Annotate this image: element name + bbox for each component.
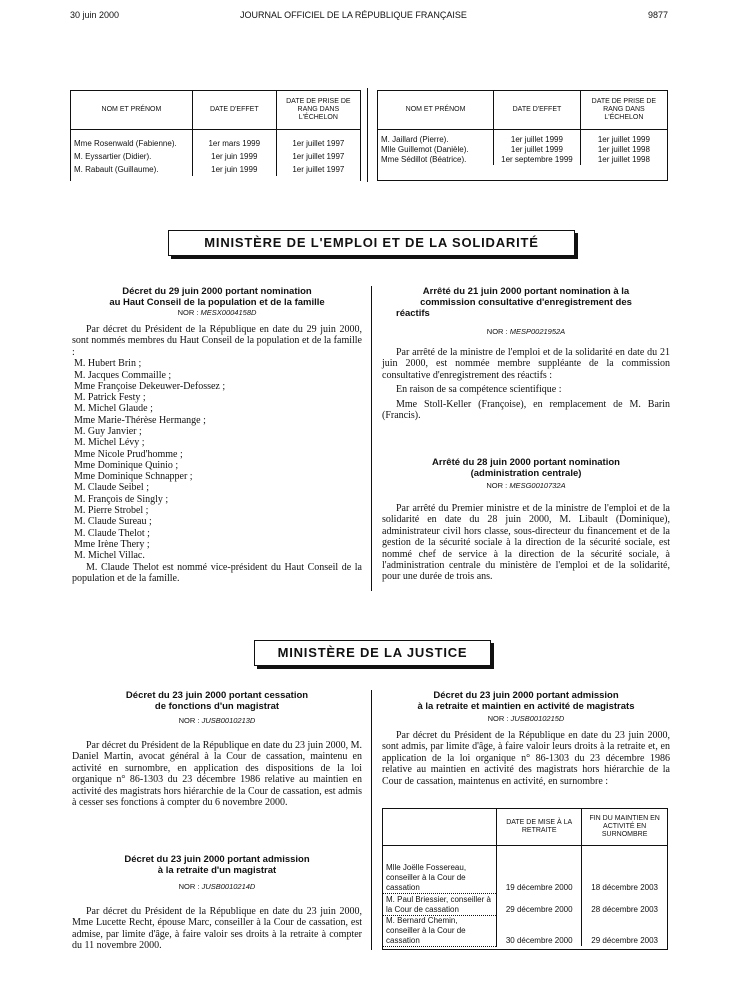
decree-title: de fonctions d'un magistrat [154,701,280,712]
list-item: Mme Françoise Dekeuwer-Defossez ; [74,380,226,392]
table-row: M. Rabault (Guillaume). 1er juin 1999 1er juillet 1997 [71,163,360,176]
paragraph: Par décret du Président de la République en date du 23 juin 2000, sont admis, par limite d'âge, à faire valoir leurs droits à la retraite et, en application de la loi organique n° 86-1303 du 23 décembre 1986 relative au maintien en activité des magistrats hors hiérarchie de la Cour de cassation, maintenus en activité, en surnombre : [382,730,670,787]
paragraph: Mme Stoll-Keller (Françoise), en remplacement de M. Barin (Francis). [382,398,670,422]
arrete-reactifs [382,286,670,421]
list-item: M. Michel Glaude ; [74,403,153,415]
col-header-effet: DATE D'EFFET [494,91,581,129]
list-item: Mme Dominique Quinio ; [74,459,179,471]
column-divider [371,690,372,950]
list-item: Mme Marie-Thérèse Hermange ; [74,414,206,426]
column-divider [371,286,372,591]
list-item: M. Hubert Brin ; [74,358,142,370]
paragraph: En raison de sa compétence scientifique : [396,384,562,396]
nor-reference: NOR : JUSB0010215D [487,714,565,723]
decree-intro: Par décret du Président de la République en date du 29 juin 2000, sont nommés membres du Haut Conseil de la population et de la famille : [72,324,362,358]
table-row: Mme Sédillot (Béatrice). 1er septembre 1999 1er juillet 1998 [378,155,667,165]
col-header-mise: DATE DE MISE À LA RETRAITE [497,809,582,845]
decree-title: à la retraite d'un magistrat [157,865,277,876]
top-table-right [377,90,668,181]
table-row: M. Jaillard (Pierre). 1er juillet 1999 1er juillet 1999 [378,135,667,145]
page-number: 9877 [648,10,669,20]
header-date: 30 juin 2000 [70,10,120,20]
magistrates-table [382,808,668,950]
nor-reference: NOR : JUSB0010214D [178,882,256,891]
decree-retraite-magistrat [72,854,362,952]
list-item: M. Claude Thelot ; [74,527,150,539]
table-row: M. Eyssartier (Didier). 1er juin 1999 1er juillet 1997 [71,150,360,163]
decree-title: Décret du 23 juin 2000 portant cessation [125,690,309,701]
list-item: M. Pierre Strobel ; [74,505,149,517]
col-header-effet: DATE D'EFFET [192,91,276,129]
nor-reference: NOR : JUSB0010213D [178,716,256,725]
col-header-rang: DATE DE PRISE DE RANG DANS L'ÉCHELON [276,91,360,129]
decree-closing: M. Claude Thelot est nommé vice-président du Haut Conseil de la population et de la famille. [72,561,362,584]
paragraph: Par arrêté du Premier ministre et de la ministre de l'emploi et de la solidarité en date du 28 juin 2000, M. Libault (Dominique), administrateur civil hors classe, sous-directeur du financement et de la gestion de la sécurité sociale à la direction de la sécurité sociale, est nommé chef de service à la direction de la sécurité sociale, à l'administration centrale du ministère de l'emploi et de la solidarité, pour une durée de trois ans. [382,503,670,583]
table-row: M. Paul Briessier, conseiller à la Cour de cassation 29 décembre 2000 28 décembre 2003 [383,893,667,915]
col-header-name: NOM ET PRÉNOM [71,91,192,129]
table-row: Mme Rosenwald (Fabienne). 1er mars 1999 1er juillet 1997 [71,137,360,150]
table-row: Mlle Joëlle Fossereau, conseiller à la Cour de cassation 19 décembre 2000 18 décembre 2003 [383,861,667,893]
arrete-administration [382,457,670,583]
list-item: M. Michel Lévy ; [74,437,145,449]
nor-reference: NOR : MESP0021952A [486,327,566,336]
top-table-left [70,90,361,181]
journal-title: JOURNAL OFFICIEL DE LA RÉPUBLIQUE FRANÇAISE [240,10,467,20]
list-item: M. Guy Janvier ; [74,426,142,437]
list-item: Mme Irène Thery ; [74,538,150,550]
col-header-rang: DATE DE PRISE DE RANG DANS L'ÉCHELON [580,91,667,129]
decree-title: Arrêté du 21 juin 2000 portant nomination à la [422,286,630,297]
decree-cessation [72,690,362,808]
nor-reference: NOR : MESX0004158D [177,308,257,317]
decree-title: à la retraite et maintien en activité de magistrats [417,701,635,712]
list-item: M. François de Singly ; [74,493,169,505]
nor-reference: NOR : MESG0010732A [486,481,566,490]
decree-title: commission consultative d'enregistrement des [420,297,632,308]
decree-title: réactifs [396,308,430,319]
decree-title: au Haut Conseil de la population et de la famille [109,297,325,308]
paragraph: Par décret du Président de la République en date du 23 juin 2000, Mme Lucette Recht, épouse Marc, conseiller à la Cour de cassation, est admise, par limite d'âge, à faire valoir ses droits à la retraite à compter du 11 novembre 2000. [72,906,362,952]
ministry-heading-emploi: MINISTÈRE DE L'EMPLOI ET DE LA SOLIDARITÉ [168,230,575,256]
decree-title: (administration centrale) [470,468,582,479]
column-divider [367,88,368,182]
members-list [72,358,362,561]
decree-title: Décret du 23 juin 2000 portant admission [433,690,619,701]
list-item: M. Patrick Festy ; [74,392,146,404]
decree-title: Arrêté du 28 juin 2000 portant nomination [432,457,620,468]
table-row: M. Bernard Chemin, conseiller à la Cour de cassation 30 décembre 2000 29 décembre 2003 [383,915,667,946]
table-row: Mlle Guillemot (Danièle). 1er juillet 1999 1er juillet 1998 [378,145,667,155]
list-item: Mme Nicole Prud'homme ; [74,448,183,460]
paragraph: Par décret du Président de la République en date du 23 juin 2000, M. Daniel Martin, avocat général à la Cour de cassation, maintenu en activité en surnombre, en application des dispositions de la loi organique n° 86-1303 du 23 décembre 1986 relative au maintien en activité des magistrats hors hiérarchie de la Cour de cassation, est admis à cesser ses fonctions à compter du 6 novembre 2000. [72,740,362,809]
list-item: M. Claude Seibel ; [74,482,149,494]
col-header-fin: FIN DU MAINTIEN EN ACTIVITÉ EN SURNOMBRE [582,809,667,845]
list-item: Mme Dominique Schnapper ; [74,471,193,483]
col-header-name: NOM ET PRÉNOM [378,91,494,129]
list-item: M. Michel Villac. [74,550,145,562]
paragraph: Par arrêté de la ministre de l'emploi et de la solidarité en date du 21 juin 2000, est nommée membre suppléante de la commission consultative d'enregistrement des réactifs : [382,347,670,381]
list-item: M. Claude Sureau ; [74,516,152,528]
decree-title: Décret du 23 juin 2000 portant admission [124,854,310,865]
ministry-heading-justice: MINISTÈRE DE LA JUSTICE [254,640,491,666]
decree-retraite-maintien [382,690,670,787]
decree-haut-conseil [72,286,362,584]
list-item: M. Jacques Commaille ; [74,369,172,381]
decree-title: Décret du 29 juin 2000 portant nomination [122,286,312,297]
